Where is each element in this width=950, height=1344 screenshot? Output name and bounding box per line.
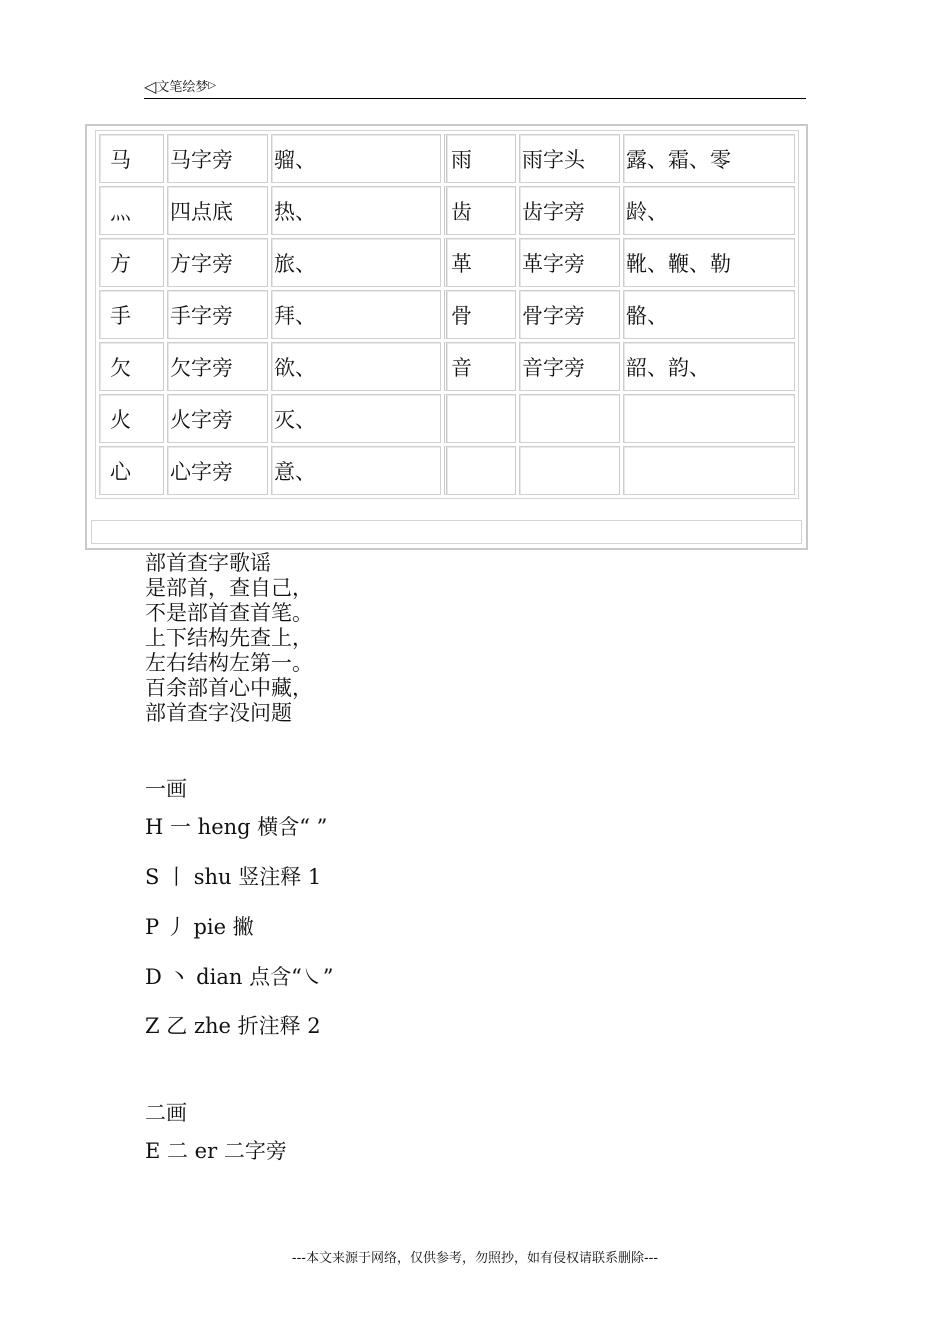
table-footer-row bbox=[91, 520, 802, 544]
song-line: 上下结构先查上， bbox=[145, 626, 313, 650]
table-cell: 热、 bbox=[271, 186, 441, 235]
table-cell: 火字旁 bbox=[167, 394, 268, 443]
table-cell: 手 bbox=[99, 290, 164, 339]
right-triangle-icon: ▷ bbox=[208, 80, 217, 91]
table-cell: 灬 bbox=[99, 186, 164, 235]
table-row bbox=[99, 342, 795, 391]
table-row bbox=[99, 238, 795, 287]
table-cell: 雨字头 bbox=[519, 134, 620, 183]
table-cell: 欲、 bbox=[271, 342, 441, 391]
table-cell: 骨 bbox=[444, 290, 516, 339]
table-cell bbox=[444, 394, 516, 443]
table-cell: 露、霜、零 bbox=[623, 134, 795, 183]
page-footer: ---本文来源于网络，仅供参考，勿照抄，如有侵权请联系删除--- bbox=[291, 1251, 659, 1266]
table-cell: 齿字旁 bbox=[519, 186, 620, 235]
table-cell: 欠 bbox=[99, 342, 164, 391]
table-cell: 革 bbox=[444, 238, 516, 287]
page-header bbox=[144, 70, 806, 99]
stroke1-heading: 一画 bbox=[145, 777, 187, 801]
table-cell: 齿 bbox=[444, 186, 516, 235]
table-cell: 雨 bbox=[444, 134, 516, 183]
table-cell: 靴、鞭、勒 bbox=[623, 238, 795, 287]
table-cell: 旅、 bbox=[271, 238, 441, 287]
stroke2-heading: 二画 bbox=[145, 1101, 187, 1125]
table-cell bbox=[623, 394, 795, 443]
table-cell: 骼、 bbox=[623, 290, 795, 339]
table-cell bbox=[519, 446, 620, 495]
header-title-group bbox=[144, 76, 216, 96]
table-cell: 骨字旁 bbox=[519, 290, 620, 339]
song-line: 是部首，查自己， bbox=[145, 576, 313, 600]
table-cell: 骝、 bbox=[271, 134, 441, 183]
table-cell: 拜、 bbox=[271, 290, 441, 339]
table-cell: 马 bbox=[99, 134, 164, 183]
stroke-item-heng: H 一 heng 横含“ ” bbox=[145, 815, 328, 839]
table-row bbox=[99, 394, 795, 443]
table-cell: 音字旁 bbox=[519, 342, 620, 391]
table-cell: 革字旁 bbox=[519, 238, 620, 287]
table-cell: 意、 bbox=[271, 446, 441, 495]
song-line: 百余部首心中藏， bbox=[145, 676, 313, 700]
stroke-item-shu: S 丨 shu 竖注释 1 bbox=[145, 865, 322, 889]
table-cell: 方 bbox=[99, 238, 164, 287]
song-title: 部首查字歌谣 bbox=[145, 551, 271, 575]
table-cell: 音 bbox=[444, 342, 516, 391]
left-triangle-icon: ◁ bbox=[144, 77, 157, 96]
song-line: 不是部首查首笔。 bbox=[145, 601, 313, 625]
table-cell: 火 bbox=[99, 394, 164, 443]
table-cell bbox=[444, 446, 516, 495]
table-cell: 灭、 bbox=[271, 394, 441, 443]
table-cell: 心字旁 bbox=[167, 446, 268, 495]
table-cell: 韶、韵、 bbox=[623, 342, 795, 391]
song-line: 部首查字没问题 bbox=[145, 701, 292, 725]
table-row bbox=[99, 134, 795, 183]
stroke-item-dian: D 丶 dian 点含“㇏” bbox=[145, 965, 334, 989]
stroke-item-pie: P 丿 pie 撇 bbox=[145, 915, 254, 939]
stroke-item-er: E 二 er 二字旁 bbox=[145, 1139, 287, 1163]
table-row bbox=[99, 446, 795, 495]
radical-table-frame bbox=[85, 124, 808, 550]
radical-table bbox=[95, 130, 799, 499]
radical-song bbox=[145, 551, 313, 726]
table-cell: 手字旁 bbox=[167, 290, 268, 339]
header-title: 文笔绘梦 bbox=[156, 80, 209, 95]
table-cell: 心 bbox=[99, 446, 164, 495]
table-cell: 欠字旁 bbox=[167, 342, 268, 391]
table-cell: 四点底 bbox=[167, 186, 268, 235]
song-line: 左右结构左第一。 bbox=[145, 651, 313, 675]
table-cell: 方字旁 bbox=[167, 238, 268, 287]
table-cell: 马字旁 bbox=[167, 134, 268, 183]
stroke-item-zhe: Z 乙 zhe 折注释 2 bbox=[145, 1014, 321, 1038]
table-row bbox=[99, 290, 795, 339]
table-cell bbox=[623, 446, 795, 495]
table-cell bbox=[519, 394, 620, 443]
table-row bbox=[99, 186, 795, 235]
table-cell: 龄、 bbox=[623, 186, 795, 235]
